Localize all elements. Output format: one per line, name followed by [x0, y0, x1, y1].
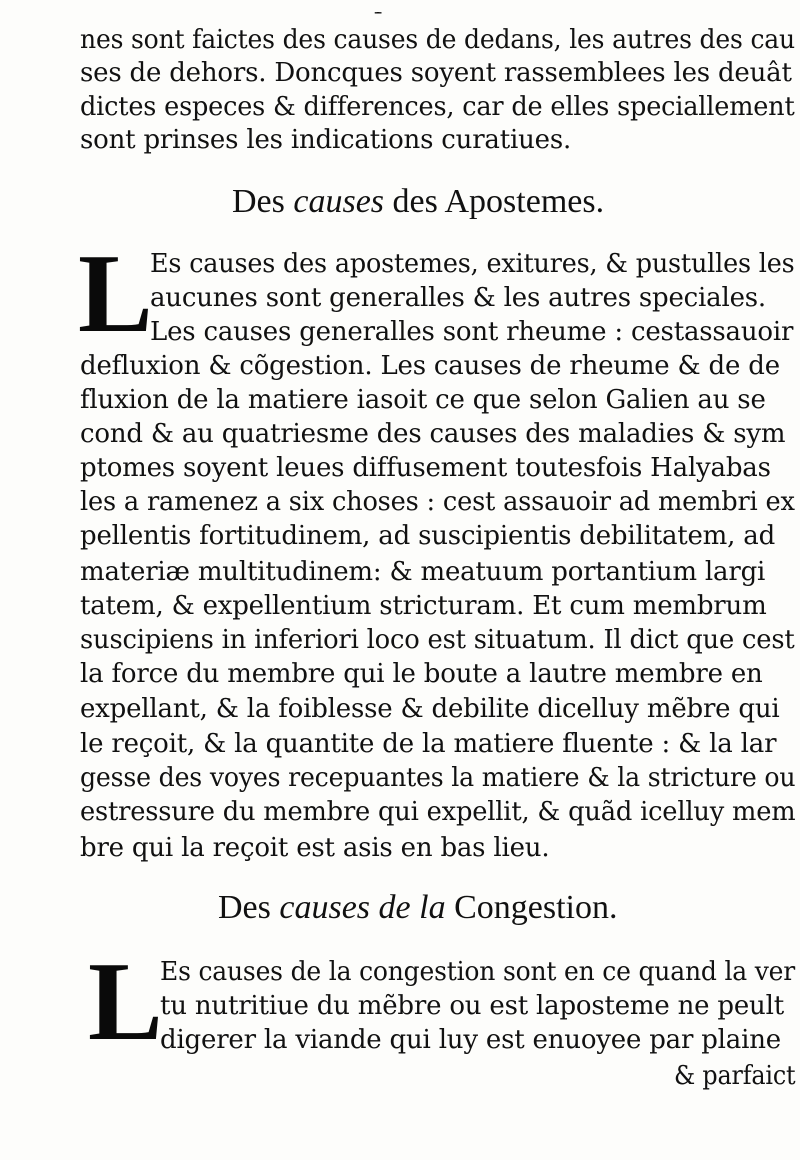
heading-text: Des — [232, 183, 294, 220]
text-line: materiæ multitudinem: & meatuum portantium largi — [80, 557, 766, 587]
text-line: le reçoit, & la quantite de la matiere fluente : & la lar — [80, 729, 777, 759]
text-line: Les causes generalles sont rheume : cestassauoir — [150, 317, 794, 347]
heading-text: Congestion. — [445, 889, 618, 926]
text-line: bre qui la reçoit est asis en bas lieu. — [80, 833, 550, 863]
text-line: Es causes des apostemes, exitures, & pustulles les — [150, 249, 795, 279]
text-line: gesse des voyes recepuantes la matiere & la stricture ou — [80, 763, 796, 793]
drop-cap: L — [78, 232, 153, 356]
text-line: ptomes soyent leues diffusement toutesfois Halyabas — [80, 453, 771, 483]
text-line: Es causes de la congestion sont en ce quand la ver — [160, 957, 796, 987]
text-line: cond & au quatriesme des causes des maladies & sym — [80, 419, 786, 449]
text-line: suscipiens in inferiori loco est situatum. Il dict que cest — [80, 625, 795, 655]
section-heading — [218, 888, 617, 928]
text-line: sont prinses les indications curatiues. — [80, 125, 572, 155]
heading-italic-text: causes — [293, 183, 385, 220]
text-line: digerer la viande qui luy est enuoyee par plaine — [160, 1025, 781, 1055]
text-line: dictes especes & differences, car de elles speciallement — [80, 92, 795, 122]
text-line: estressure du membre qui expellit, & quãd icelluy mem — [80, 797, 796, 827]
text-line: ses de dehors. Doncques soyent rassemblees les deuât — [80, 58, 792, 88]
text-line: la force du membre qui le boute a lautre membre en — [80, 659, 763, 689]
text-line: les a ramenez a six choses : cest assauoir ad membri ex — [80, 487, 795, 517]
text-line: pellentis fortitudinem, ad suscipientis debilitatem, ad — [80, 521, 776, 551]
section-heading — [232, 182, 604, 222]
text-line: expellant, & la foiblesse & debilite dicelluy mẽbre qui — [80, 694, 780, 724]
text-line: tu nutritiue du mẽbre ou est laposteme ne peult — [160, 991, 784, 1021]
text-line: nes sont faictes des causes de dedans, les autres des cau — [80, 25, 795, 55]
text-line: tatem, & expellentium stricturam. Et cum membrum — [80, 591, 767, 621]
heading-text: Des — [218, 889, 280, 926]
text-line: fluxion de la matiere iasoit ce que selon Galien au se — [80, 385, 766, 415]
text-line: aucunes sont generalles & les autres speciales. — [150, 283, 766, 313]
text-line: & parfaict — [674, 1061, 796, 1091]
drop-cap: L — [88, 940, 163, 1064]
heading-italic-text: causes de la — [279, 889, 446, 926]
heading-text: des Apostemes. — [384, 183, 605, 220]
page-crop-edge — [0, 0, 800, 12]
text-line: defluxion & cõgestion. Les causes de rheume & de de — [80, 351, 780, 381]
